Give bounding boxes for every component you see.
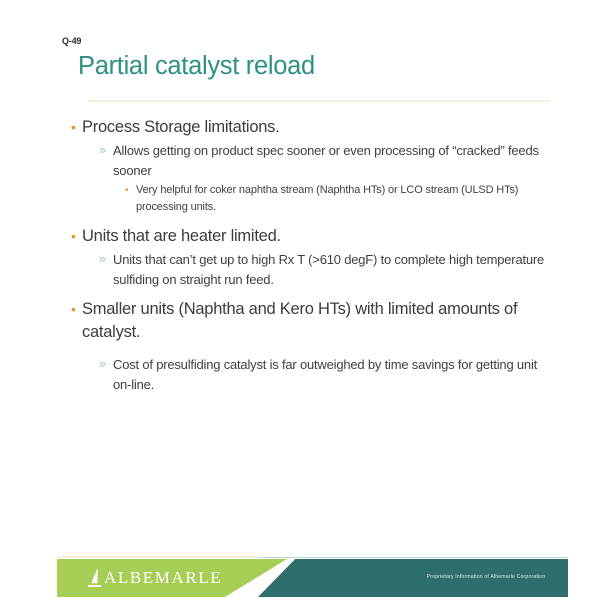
albemarle-logo (88, 568, 222, 587)
sail-icon (88, 568, 101, 587)
chevron-double-right-icon: » (99, 143, 106, 157)
title-divider (88, 100, 550, 102)
slide-body (0, 116, 600, 395)
bullet-text: Smaller units (Naphtha and Kero HTs) with limited amounts of catalyst. (82, 300, 518, 341)
bullet-text: Allows getting on product spec sooner or even processing of “cracked” feeds sooner (113, 143, 539, 178)
bullet-marker-icon: • (125, 185, 129, 196)
proprietary-notice: Proprietary Information of Albemarle Corporation (426, 574, 546, 580)
bullet-level1 (0, 298, 600, 344)
bullet-level1 (0, 116, 600, 139)
footer-divider-right (258, 557, 568, 558)
section-spacer (0, 218, 600, 225)
bullet-text: Very helpful for coker naphtha stream (Naphtha HTs) or LCO stream (ULSD HTs) processing units. (136, 184, 519, 213)
bullet-level3 (0, 182, 600, 216)
footer-divider-left (57, 556, 257, 558)
bullet-level2 (0, 141, 600, 180)
chevron-double-right-icon: » (99, 357, 106, 371)
bullet-level2 (0, 250, 600, 289)
page-title: Partial catalyst reload (78, 52, 315, 80)
bullet-marker-icon: • (71, 301, 76, 317)
slide-number-label: Q-49 (62, 36, 82, 46)
bullet-marker-icon: • (71, 119, 76, 135)
bullet-marker-icon: • (71, 228, 76, 244)
section-spacer (0, 346, 600, 354)
bullet-level2 (0, 355, 600, 394)
bullet-text: Cost of presulfiding catalyst is far outweighed by time savings for getting unit on-line. (113, 357, 538, 392)
bullet-text: Units that can’t get up to high Rx T (>610 degF) to complete high temperature sulfiding on straight run feed. (113, 252, 545, 287)
brand-name: ALBEMARLE (104, 568, 223, 587)
section-spacer (0, 290, 600, 298)
bullet-text: Process Storage limitations. (82, 118, 280, 136)
bullet-level1 (0, 225, 600, 248)
bullet-text: Units that are heater limited. (82, 227, 281, 245)
slide-footer (0, 559, 600, 599)
chevron-double-right-icon: » (99, 252, 106, 266)
